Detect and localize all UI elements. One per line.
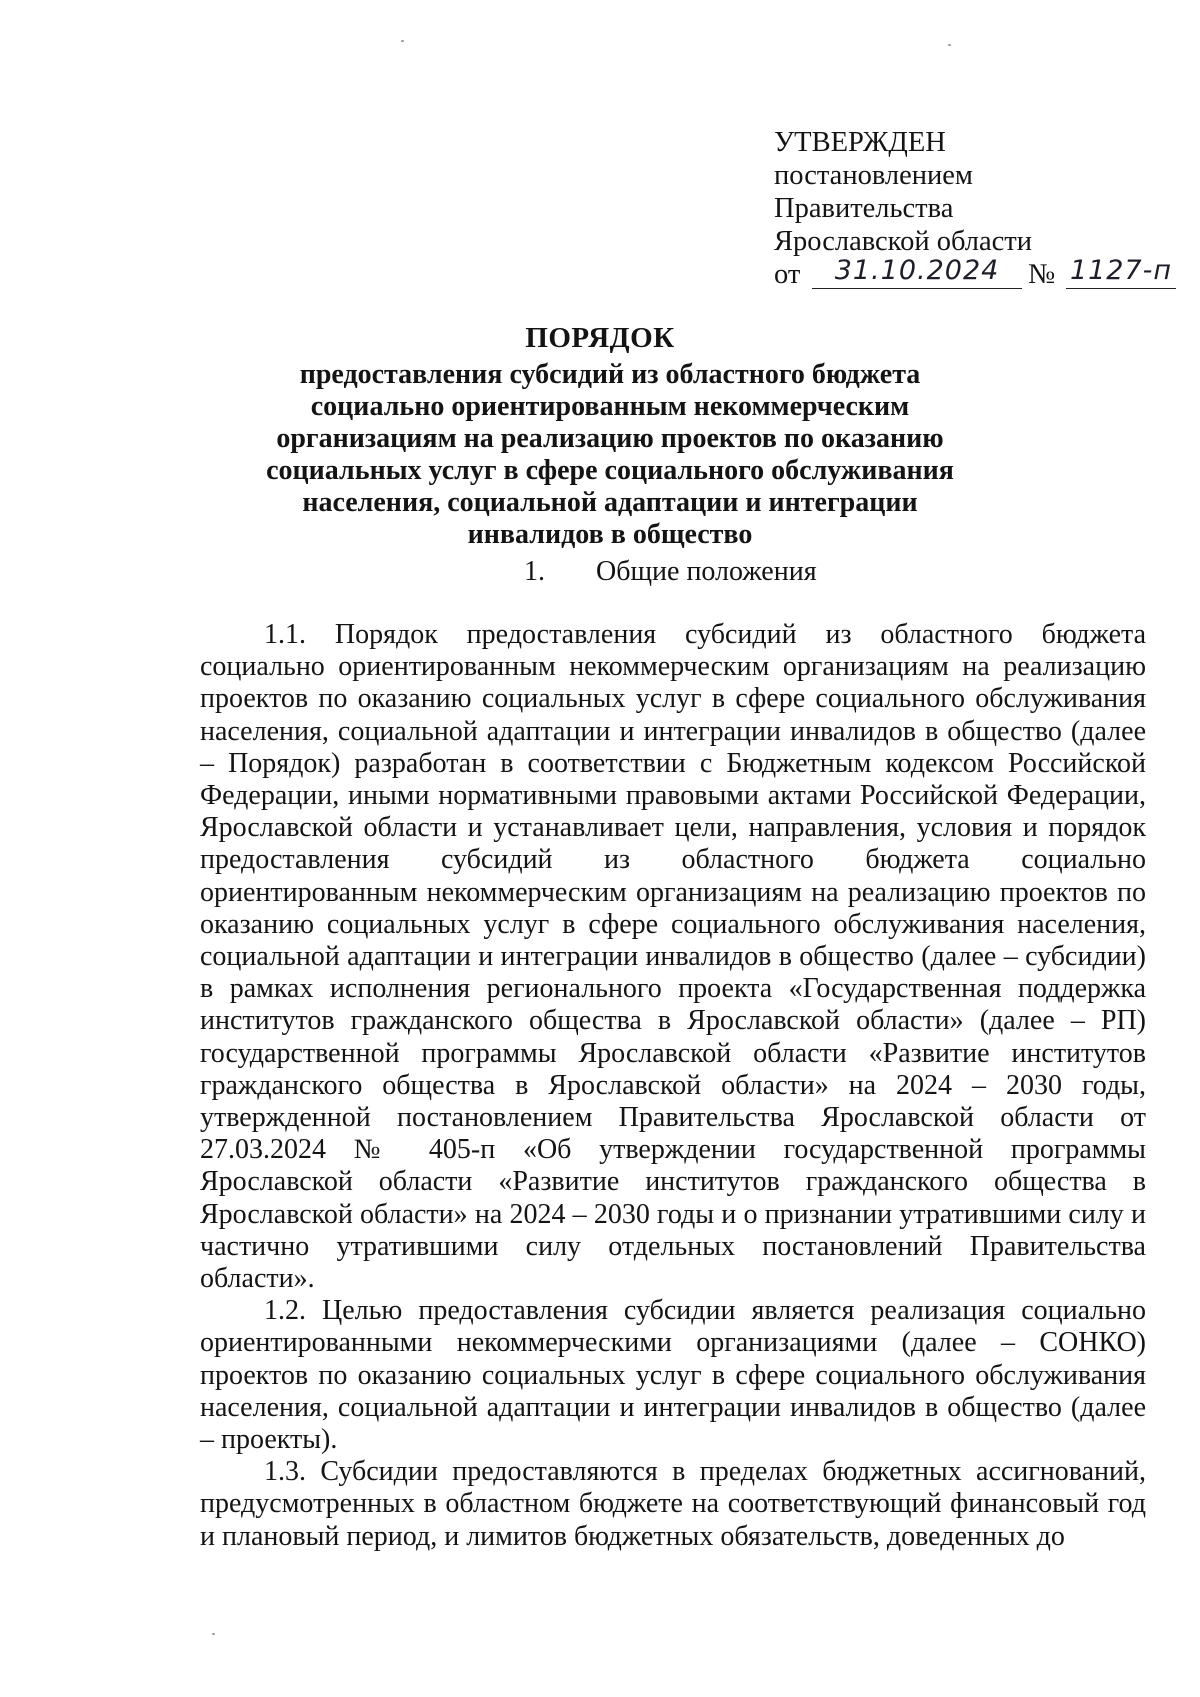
scan-speck [948,44,951,46]
document-body [200,619,1146,1553]
number-prefix: № [1028,259,1056,290]
approval-block [774,126,1174,294]
paragraph-1-2: 1.2. Целью предоставления субсидии является реализация социально ориентированными некоммерческими организациями (далее – СОНКО) проектов по оказанию социальных услуг в сфере социального обслуживания населения, социальной адаптации и интеграции инвалидов в общество (далее – проекты). [200,1295,1146,1456]
approval-title: УТВЕРЖДЕН [774,127,946,158]
section-heading [524,556,817,588]
approval-date-line [774,255,1174,294]
approval-line-1: постановлением [774,160,973,191]
handwritten-number: 1127-п [1066,254,1176,289]
scan-speck [401,40,404,42]
paragraph-1-3: 1.3. Субсидии предоставляются в пределах бюджетных ассигнований, предусмотренных в областном бюджете на соответствующий финансовый год и плановый период, и лимитов бюджетных обязательств, доведенных до [200,1456,1146,1552]
approval-line-2: Правительства [774,193,954,224]
section-title: Общие положения [596,556,817,587]
document-title: ПОРЯДОК [525,322,675,354]
paragraph-1-1: 1.1. Порядок предоставления субсидий из областного бюджета социально ориентированным некоммерческим организациям на реализацию проектов по оказанию социальных услуг в сфере социального обслуживания населения, социальной адаптации и интеграции инвалидов в общество (далее – Порядок) разработан в соответствии с Бюджетным кодексом Российской Федерации, иными нормативными правовыми актами Российской Федерации, Ярославской области и устанавливает цели, направления, условия и порядок предоставления субсидий из областного бюджета социально ориентированным некоммерческим организациям на реализацию проектов по оказанию социальных услуг в сфере социального обслуживания населения, социальной адаптации и интеграции инвалидов в общество (далее – субсидии) в рамках исполнения регионального проекта «Государственная поддержка институтов гражданского общества в Ярославской области» (далее – РП) государственной программы Ярославской области «Развитие институтов гражданского общества в Ярославской области» на 2024 – 2030 годы, утвержденной постановлением Правительства Ярославской области от 27.03.2024 № 405-п «Об утверждении государственной программы Ярославской области «Развитие институтов гражданского общества в Ярославской области» на 2024 – 2030 годы и о признании утратившими силу и частично утратившими силу отдельных постановлений Правительства области». [200,619,1146,1295]
date-prefix: от [774,259,801,290]
approval-line-3: Ярославской области [774,226,1032,257]
section-number: 1. [524,556,545,587]
handwritten-date: 31.10.2024 [812,254,1022,289]
scan-speck [212,1633,215,1635]
document-subtitle: предоставления субсидий из областного бюджета социально ориентированным некоммерческим организациям на реализацию проектов по оказанию социальных услуг в сфере социального обслуживания населения, социальной адаптации и интеграции инвалидов в общество [266,359,954,550]
